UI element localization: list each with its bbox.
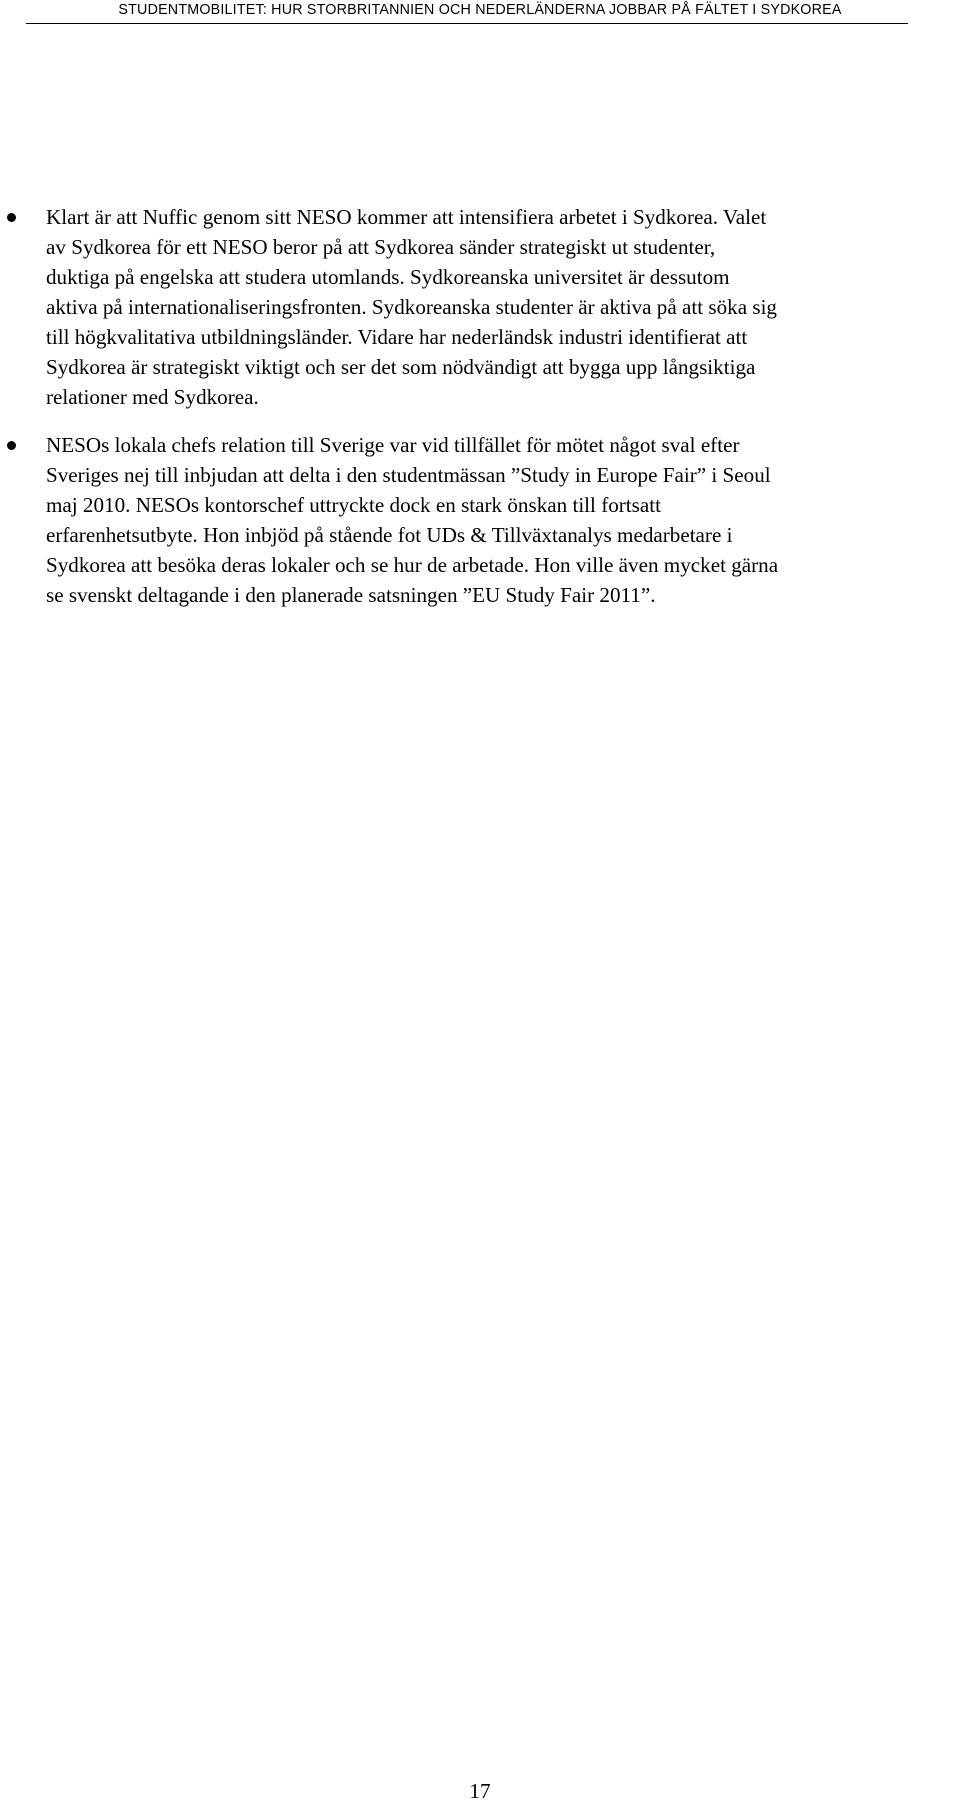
bullet-text [46, 430, 954, 610]
page-number: 17 [469, 1779, 491, 1803]
text-line: Sveriges nej till inbjudan att delta i den studentmässan ”Study in Europe Fair” i Seoul [46, 463, 771, 487]
text-line: duktiga på engelska att studera utomlands. Sydkoreanska universitet är dessutom [46, 265, 730, 289]
running-header: STUDENTMOBILITET: HUR STORBRITANNIEN OCH NEDERLÄNDERNA JOBBAR PÅ FÄLTET I SYDKOREA [118, 2, 842, 18]
text-line: till högkvalitativa utbildningsländer. Vidare har nederländsk industri identifierat att [46, 325, 748, 349]
text-line: relationer med Sydkorea. [46, 385, 259, 409]
text-line: Sydkorea att besöka deras lokaler och se hur de arbetade. Hon ville även mycket gärna [46, 553, 779, 577]
text-line: aktiva på internationaliseringsfronten. Sydkoreanska studenter är aktiva på att söka sig [46, 295, 777, 319]
text-line: maj 2010. NESOs kontorschef uttryckte dock en stark önskan till fortsatt [46, 493, 661, 517]
bullet-dot-icon [7, 213, 16, 222]
text-line: Klart är att Nuffic genom sitt NESO kommer att intensifiera arbetet i Sydkorea. Valet [46, 205, 767, 229]
bullet-dot-icon [7, 441, 16, 450]
text-line: erfarenhetsutbyte. Hon inbjöd på stående fot UDs & Tillväxtanalys medarbetare i [46, 523, 733, 547]
header-rule [26, 23, 908, 24]
text-line: se svenskt deltagande i den planerade satsningen ”EU Study Fair 2011”. [46, 583, 656, 607]
bullet-text [46, 202, 954, 412]
bullet-item [46, 202, 954, 412]
text-line: Sydkorea är strategiskt viktigt och ser det som nödvändigt att bygga upp långsiktiga [46, 355, 756, 379]
text-line: NESOs lokala chefs relation till Sverige var vid tillfället för mötet något sval efter [46, 433, 740, 457]
bullet-item [46, 430, 954, 610]
text-line: av Sydkorea för ett NESO beror på att Sydkorea sänder strategiskt ut studenter, [46, 235, 716, 259]
